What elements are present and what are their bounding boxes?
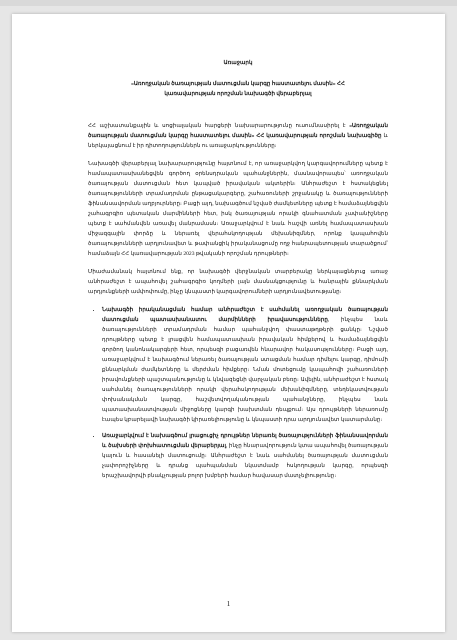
viewer-top-bar: [0, 0, 457, 6]
paragraph-body-text: Նախագծի վերաբերյալ նախարարությունը հայտնում է, որ առաջարկվող կարգավորումները պետք է համապատասխանեցվեն գործող օրենսդրական պահանջներին, մասնավորապես՝ առողջական ծառայության մատուցման հետ կապված իրավական ակտերին։ Անհրաժեշտ է հստակեցնել ծառայությունների տրամադրման ընթացակարգերը, շահառուների շրջանակը և ծառայությունների ֆինանսավորման աղբյուրները։ Բացի այդ, նախագծում նշված ժամկետները պետք է համաձայնեցվեն շահագրգիռ պետական մարմինների հետ, իսկ ծառայության որակի գնահատման չափանիշները պետք է սահմանվեն առավել մանրամասն։ Առաջարկվում է նաև հաշվի առնել համապատասխան միջազգային փորձը և ներառել վերահսկողության մեխանիզմներ, որոնք կապահովեն ծառայությունների արդյունավետ և թափանցիկ իրականացումը ողջ հանրապետության տարածքում՝ համաձայն ՀՀ կառավարության 2023 թվականի որոշման դրույթների։: [88, 161, 388, 257]
bullet-bold-text: Առաջարկվում է նախագծում լրացուցիչ դրույթներ ներառել ծառայությունների ֆինանսավորման և ծախսերի փոխհատուցման վերաբերյալ: [102, 433, 388, 449]
paragraph-body: [88, 159, 388, 259]
document-title: Առաջարկ: [223, 60, 253, 66]
paragraph-intro: [88, 121, 388, 151]
page-number: 1: [226, 600, 231, 608]
document-page: [12, 14, 445, 632]
paragraph-intro-rest: և ներկայացնում է իր դիտողություններն ու առաջարկությունները։: [88, 133, 388, 149]
document-subtitle: «Առողջական ծառայության մատուցման կարգը հաստատելու մասին» ՀՀ կառավարության որոշման նախագծի վերաբերյալ: [130, 81, 346, 97]
bullet-list: [88, 305, 388, 481]
list-item: [102, 431, 388, 481]
paragraph-intro-lead: ՀՀ աշխատանքային և սոցիալական հարցերի նախարարությունը ուսումնասիրել է: [88, 123, 350, 129]
list-item: [102, 305, 388, 425]
bullet-bold-text: Նախագծի իրականացման համար անհրաժեշտ է սահմանել առողջական ծառայության մատուցման պատասխանատու մարմինների իրավասությունները: [102, 307, 388, 323]
bullet-text: , ինչը հնարավորություն կտա ապահովել ծառայության կայուն և հասանելի մատուցումը։ Անհրաժեշտ է նաև սահմանել ծառայության մատուցման չափորոշիչները և դրանց պահպանման նկատմամբ հսկողության կարգը, որպեսզի երաշխավորվի բնակչության բոլոր խմբերի համար հավասար մատչելիությունը։: [102, 443, 388, 479]
paragraph-note-text: Միաժամանակ հայտնում ենք, որ նախագծի վերջնական տարբերակը ներկայացնելուց առաջ անհրաժեշտ է ապահովել շահագրգիռ կողմերի լայն մասնակցությունը և հանրային քննարկման արդյունքների ամփոփումը, ինչը կնպաստի կարգավորումների արդյունավետությանը։: [88, 269, 388, 295]
bullet-text: , ինչպես նաև ծառայությունների տրամադրման համար պահանջվող փաստաթղթերի ցանկը։ Նշված դրույթները պետք է լրացվեն համապատասխան իրավական հիմքերով և համաձայնեցվեն գործող կանոնակարգերի հետ, որպեսզի բացառվեն հնարավոր հակասությունները։ Բացի այդ, առաջարկվում է նախագծում ներառել ծառայության ստացման համար դիմելու կարգը, դիմումի քննարկման ժամկետները և մերժման հիմքերը։ Նման մոտեցումը կապահովի շահառուների իրավունքների պաշտպանությունը և կնվազեցնի վարչական բեռը։ Ավելին, անհրաժեշտ է հստակ սահմանել ծառայությունների որակի վերահսկողության մեխանիզմները, տեղեկատվության փոխանակման կարգը, հաշվետվողականության պահանջները, ինչպես նաև պատասխանատվության միջոցները կարգի խախտման դեպքում։ Այս դրույթների ներառումը էապես կբարելավի նախագծի կիրառելիությունը և կնպաստի դրա արդյունավետ կատարմանը։: [102, 317, 388, 423]
paragraph-note: [88, 267, 388, 297]
paragraph-intro-bold: «Առողջական ծառայության մատուցման կարգը հաստատելու մասին» ՀՀ կառավարության որոշման նախագիծը: [88, 123, 388, 139]
page-content: [88, 58, 388, 487]
